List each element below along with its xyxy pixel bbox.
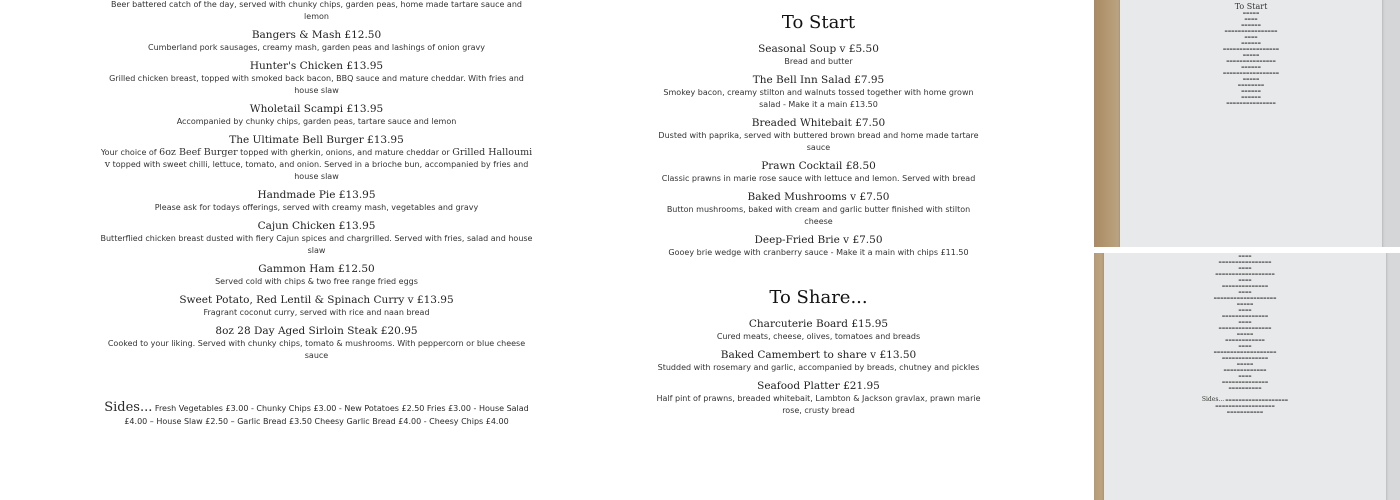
menu-item	[655, 380, 982, 417]
photo-sides-title: Sides...	[1201, 396, 1225, 403]
menu-item-desc: Grilled chicken breast, topped with smoked back bacon, BBQ sauce and mature cheddar. With fries and house slaw	[109, 74, 524, 95]
menu-item-name: Cajun Chicken £13.95	[257, 220, 376, 232]
menu-item	[100, 294, 533, 319]
menu-item	[100, 103, 533, 128]
menu-item-desc: Beer battered catch of the day, served with chunky chips, garden peas, home made tartare sauce and lemon	[111, 0, 522, 21]
menu-item	[655, 160, 982, 185]
menu-item	[655, 191, 982, 228]
desc-text: Your choice of	[100, 148, 157, 157]
menu-item	[100, 325, 533, 362]
menu-item-name: Seasonal Soup v £5.50	[758, 43, 879, 55]
menu-item-name: Gammon Ham £12.50	[258, 263, 375, 275]
menu-item-desc: Dusted with paprika, served with buttered brown bread and home made tartare sauce	[658, 131, 979, 152]
menu-item-desc: Served cold with chips & two free range fried eggs	[215, 277, 418, 286]
menu-item-name: Baked Camembert to share v £13.50	[720, 349, 917, 361]
menu-item-desc: Cooked to your liking. Served with chunky chips, tomato & mushrooms. With peppercorn or blue cheese sauce	[107, 339, 526, 360]
to-start-heading: To Start	[781, 12, 856, 33]
menu-item-name: The Bell Inn Salad £7.95	[752, 74, 885, 86]
menu-item-desc: Fragrant coconut curry, served with rice and naan bread	[203, 308, 430, 317]
menu-item	[655, 234, 982, 259]
menu-item	[100, 220, 533, 257]
menu-item	[655, 349, 982, 374]
menu-item-name: Hunter's Chicken £13.95	[249, 60, 384, 72]
sides-text: Fresh Vegetables £3.00 - Chunky Chips £3.00 - New Potatoes £2.50 Fries £3.00 - House Salad £4.00 – House Slaw £2.50 – Garlic Bread £3.50 Cheesy Garlic Bread £4.00 - Cheesy Chips £4.00	[124, 404, 529, 426]
menu-item-desc: Cured meats, cheese, olives, tomatoes and breads	[716, 332, 921, 341]
menu-item-desc: Classic prawns in marie rose sauce with lettuce and lemon. Served with bread	[661, 174, 976, 183]
menu-item-name: Breaded Whitebait £7.50	[751, 117, 886, 129]
menu-item-desc: Please ask for todays offerings, served with creamy mash, vegetables and gravy	[154, 203, 479, 212]
menu-item	[100, 134, 533, 183]
menu-item-name: The Ultimate Bell Burger £13.95	[229, 134, 404, 146]
menu-item-desc: Button mushrooms, baked with cream and garlic butter finished with stilton cheese	[666, 205, 971, 226]
menu-item-name: Deep-Fried Brie v £7.50	[754, 234, 883, 246]
paper-sheet	[1120, 0, 1382, 247]
menu-item	[655, 318, 982, 343]
menu-photo-bottom	[1094, 253, 1400, 500]
desc-text: topped with gherkin, onions, and mature cheddar or	[240, 148, 450, 157]
menu-item-name: Charcuterie Board £15.95	[748, 318, 889, 330]
paper-sheet	[1104, 253, 1386, 500]
menu-item	[100, 263, 533, 288]
menu-item-desc: Half pint of prawns, breaded whitebait, Lambton & Jackson gravlax, prawn marie rose, crusty bread	[656, 394, 981, 415]
menu-item	[655, 43, 982, 68]
menu-item-name: Prawn Cocktail £8.50	[761, 160, 876, 172]
menu-item-name: Wholetail Scampi £13.95	[249, 103, 384, 115]
halloumi-option: Grilled Halloumi v	[104, 147, 533, 170]
menu-item-desc: Accompanied by chunky chips, garden peas, tartare sauce and lemon	[176, 117, 457, 126]
menu-item-name: Seafood Platter £21.95	[757, 380, 880, 392]
menu-item	[100, 189, 533, 214]
photo-text-lines: ▬▬▬▬▬ ▬▬▬▬ ▬▬▬▬▬▬ ▬▬▬▬▬▬▬▬▬▬▬▬▬▬▬▬ ▬▬▬▬ ▬▬▬▬▬▬ ▬▬▬▬▬▬▬▬▬▬▬▬▬▬▬▬▬ ▬▬▬▬▬ ▬▬▬▬▬▬▬▬▬▬▬▬▬▬▬ ▬▬▬▬▬▬ ▬▬▬▬▬▬▬▬▬▬▬▬▬▬▬▬▬ ▬▬▬▬▬ ▬▬▬▬▬▬▬▬ ▬▬▬▬▬▬ ▬▬▬▬▬▬ ▬▬▬▬▬▬▬▬▬▬▬▬▬▬▬	[1222, 11, 1280, 105]
photo-title: To Start	[1234, 2, 1268, 11]
burger-option: 6oz Beef Burger	[159, 147, 238, 158]
menu-item	[100, 60, 533, 97]
menu-item	[655, 74, 982, 111]
desc-text: topped with sweet chilli, lettuce, tomato, and onion. Served in a brioche bun, accompanied by fries and house slaw	[112, 160, 529, 181]
starters-column	[655, 0, 982, 423]
menu-item-desc: Smokey bacon, creamy stilton and walnuts tossed together with home grown salad - Make it a main £13.50	[663, 88, 974, 109]
to-share-heading: To Share...	[769, 287, 868, 308]
menu-photo-top	[1094, 0, 1400, 247]
menu-item-desc: Bread and butter	[784, 57, 853, 66]
menu-item	[100, 29, 533, 54]
menu-item-name: Sweet Potato, Red Lentil & Spinach Curry v £13.95	[179, 294, 454, 306]
menu-item-name: 8oz 28 Day Aged Sirloin Steak £20.95	[215, 325, 418, 337]
menu-item-desc: Butterflied chicken breast dusted with fiery Cajun spices and chargrilled. Served with fries, salad and house slaw	[100, 234, 533, 255]
mains-column	[100, 0, 533, 428]
photo-text-lines: ▬▬▬▬ ▬▬▬▬▬▬▬▬▬▬▬▬▬▬▬▬ ▬▬▬▬ ▬▬▬▬▬▬▬▬▬▬▬▬▬▬▬▬▬▬ ▬▬▬▬ ▬▬▬▬▬▬▬▬▬▬▬▬▬▬ ▬▬▬▬ ▬▬▬▬▬▬▬▬▬▬▬▬▬▬▬▬▬▬▬ ▬▬▬▬▬ ▬▬▬▬ ▬▬▬▬▬▬▬▬▬▬▬▬▬▬ ▬▬▬▬ ▬▬▬▬▬▬▬▬▬▬▬▬▬▬▬▬ ▬▬▬▬▬ ▬▬▬▬▬▬▬▬▬▬▬▬ ▬▬▬▬ ▬▬▬▬▬▬▬▬▬▬▬▬▬▬▬▬▬▬▬ ▬▬▬▬▬▬▬▬▬▬▬▬▬▬ ▬▬▬▬▬ ▬▬▬▬▬▬▬▬▬▬▬▬▬ ▬▬▬▬ ▬▬▬▬▬▬▬▬▬▬▬▬▬▬ ▬▬▬▬▬▬▬▬▬▬ Sides... ▬▬▬▬▬▬▬▬▬▬▬▬▬▬▬▬▬▬▬ ▬▬▬▬▬▬▬▬▬▬▬▬▬▬▬▬▬▬ ▬▬▬▬▬▬▬▬▬▬▬	[1201, 254, 1289, 414]
menu-item-name: Bangers & Mash £12.50	[251, 29, 382, 41]
sides-section	[100, 402, 533, 428]
sides-title: Sides...	[104, 400, 153, 415]
menu-item-desc	[100, 147, 533, 183]
menu-item-desc: Gooey brie wedge with cranberry sauce - Make it a main with chips £11.50	[668, 248, 969, 257]
menu-item-desc: Cumberland pork sausages, creamy mash, garden peas and lashings of onion gravy	[148, 43, 485, 52]
menu-item	[100, 0, 533, 23]
menu-item	[655, 117, 982, 154]
menu-item-name: Handmade Pie £13.95	[257, 189, 376, 201]
menu-item-desc: Studded with rosemary and garlic, accompanied by breads, chutney and pickles	[657, 363, 980, 372]
menu-item-name: Baked Mushrooms v £7.50	[747, 191, 890, 203]
